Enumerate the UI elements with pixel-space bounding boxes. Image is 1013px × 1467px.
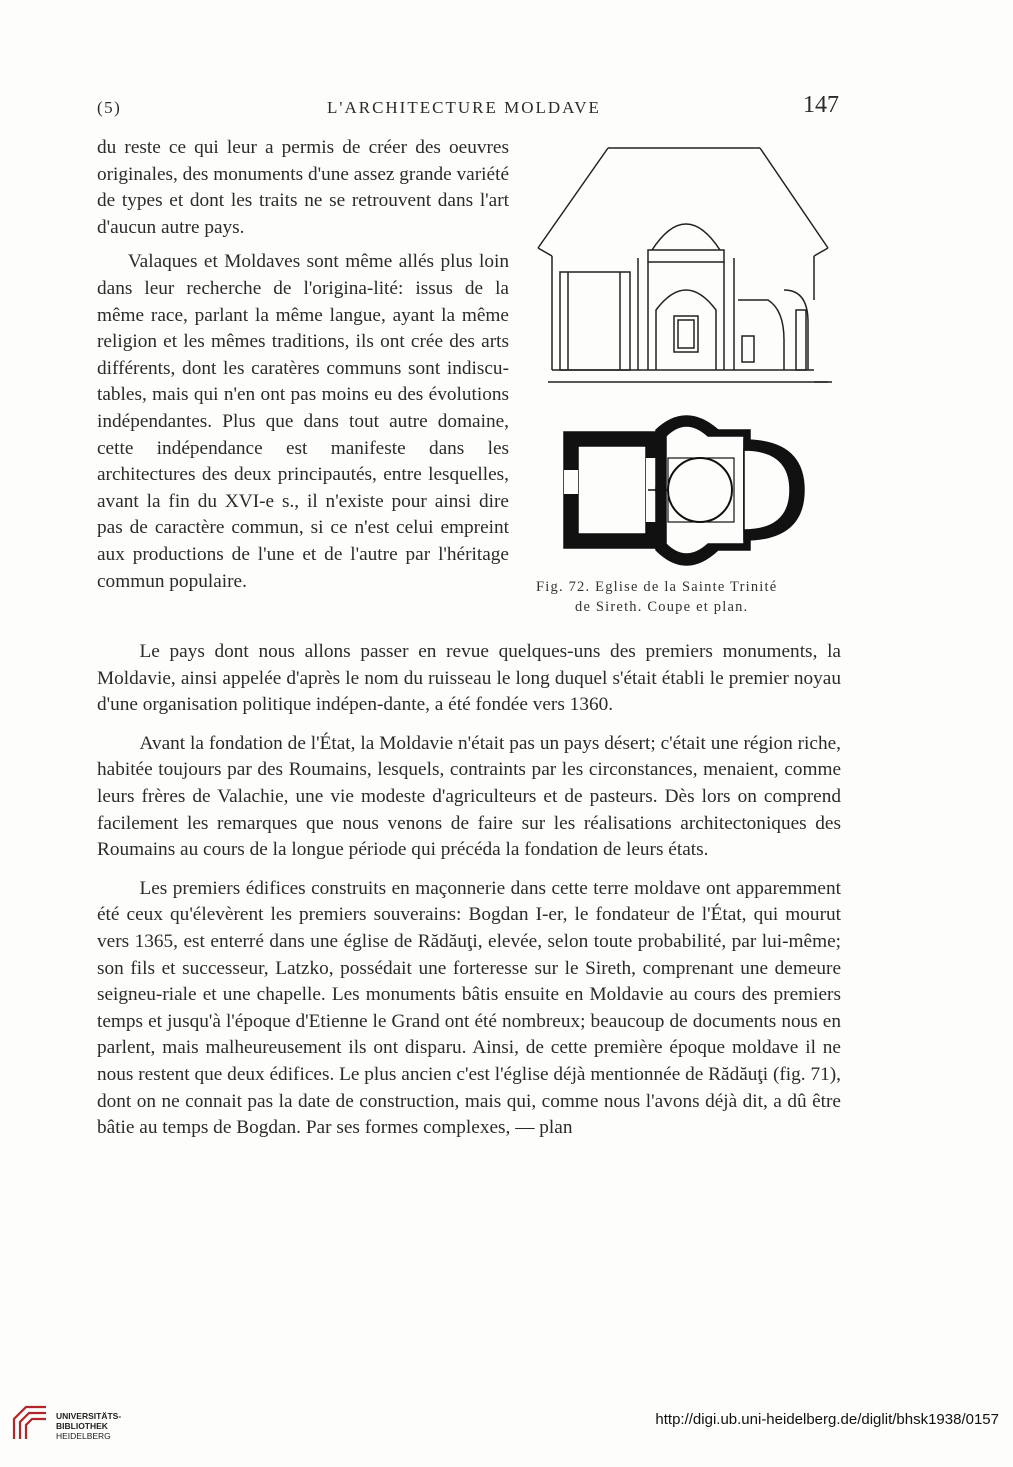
column-paragraph: du reste ce qui leur a permis de créer des oeuvres originales, des monuments d'une assez grande variété de types et dont les traits ne se retrouvent dans l'art d'aucun autre pays. <box>97 137 509 238</box>
library-name-line: UNIVERSITÄTS- <box>56 1411 122 1421</box>
church-section-and-plan <box>528 140 848 570</box>
caption-line: Fig. 72. Eglise de la Sainte Trinité <box>536 579 778 595</box>
library-name-line: BIBLIOTHEK <box>56 1421 108 1431</box>
source-url-link[interactable]: http://digi.ub.uni-heidelberg.de/diglit/bhsk1938/0157 <box>655 1411 999 1428</box>
church-section <box>538 148 832 382</box>
figure-caption <box>536 577 846 617</box>
church-plan <box>564 416 804 565</box>
body-paragraph: Avant la fondation de l'État, la Moldavie n'était pas un pays désert; c'était une région riche, habitée toujours par des Roumains, lesquels, contraints par les circonstances, menaient, comme leurs frères de Valachie, une vie modeste d'agriculteurs et de pasteurs. Dès lors on comprend facilement les remarques que nous venons de faire sur les réalisations architectoniques des Roumains au cours de la longue période qui précéda la fondation de leurs états. <box>97 732 841 861</box>
body-text <box>97 639 841 1142</box>
figure-church-drawing <box>528 140 848 620</box>
caption-line: de Sireth. Coupe et plan. <box>575 599 749 615</box>
library-name-line: HEIDELBERG <box>56 1431 111 1441</box>
column-text <box>97 135 509 595</box>
library-logo-icon <box>10 1403 50 1443</box>
body-paragraph: Les premiers édifices construits en maçonnerie dans cette terre moldave ont apparemment été ceux qu'élevèrent les premiers souverains: Bogdan I-er, le fondateur de l'État, qui mourut vers 1365, est enterré dans une église de Rădăuţi, elevée, selon toute probabilité, par lui-même; son fils et successeur, Latzko, possédait une forteresse sur le Sireth, comprenant une demeure seigneu-riale et une chapelle. Les monuments bâtis ensuite en Moldavie au cours des premiers temps et jusqu'à l'époque d'Etienne le Grand ont été nombreux; beaucoup de documents nous en parlent, mais malheureusement ils ont disparu. Ainsi, de cette première époque moldave il ne nous restent que deux édifices. Le plus ancien c'est l'église déjà mentionnée de Rădăuţi (fig. 71), dont on ne connait pas la date de construction, mais qui, comme nous l'avons déjà dit, a dû être bâtie au temps de Bogdan. Par ses formes complexes, — plan <box>97 877 841 1139</box>
body-paragraph: Le pays dont nous allons passer en revue quelques-uns des premiers monuments, la Moldavie, ainsi appelée d'après le nom du ruisseau le long duquel s'était établi le premier noyau d'une organisation politique indépen-dante, a été fondée vers 1360. <box>97 641 841 716</box>
column-paragraph: Valaques et Moldaves sont même allés plus loin dans leur recherche de l'origina-lité: issus de la même race, parlant la même langue, ayant la même religion et les mêmes traditions, ils ont crée des arts différents, dont les caratères communs sont indiscu-tables, mais qui n'en ont pas moins eu des évolutions indépendantes. Plus que dans tout autre domaine, cette indépendance est manifeste dans les architectures des deux principautés, entre lesquelles, avant la fin du XVI-e s., il n'existe pour ainsi dire pas de caractère commun, si ce n'est celui empreint aux productions de l'une et de l'autre par l'héritage commun populaire. <box>97 251 509 592</box>
page-ref: (5) <box>97 98 122 117</box>
footer <box>0 1395 1013 1445</box>
running-title: L'ARCHITECTURE MOLDAVE <box>327 98 601 117</box>
library-name <box>56 1411 121 1441</box>
running-header <box>97 92 839 124</box>
page-number: 147 <box>803 92 839 118</box>
